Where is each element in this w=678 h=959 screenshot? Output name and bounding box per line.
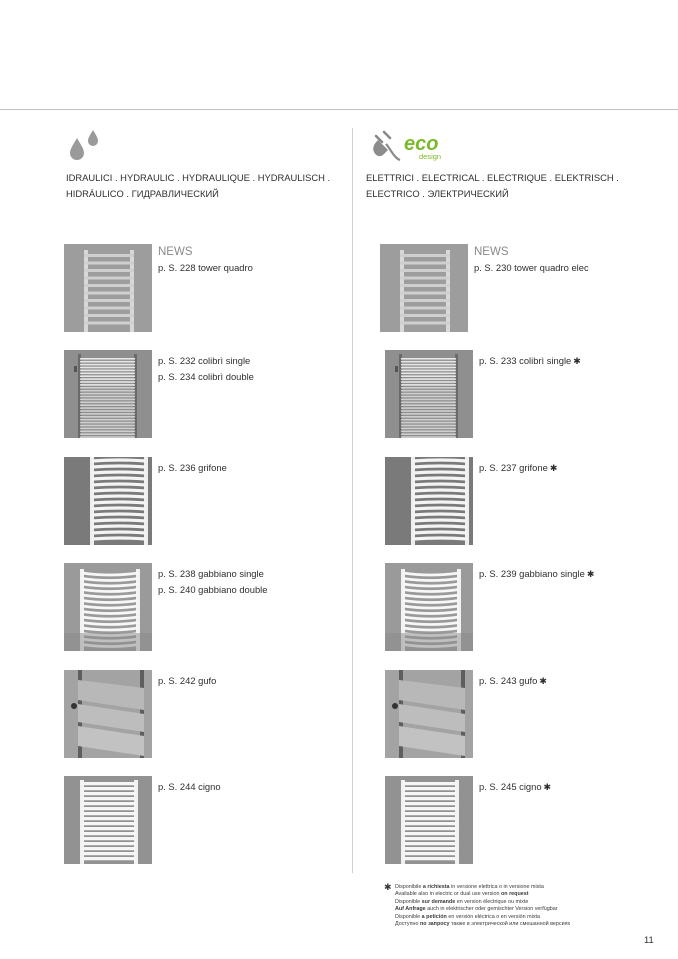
hydraulic-heading-line-1: IDRAULICI . HYDRAULIC . HYDRAULIQUE . HYDRAULISCH . — [66, 172, 331, 183]
page-reference: p. S. 228 tower quadro — [158, 262, 253, 273]
footnote-line: Disponible a petición en versión eléctrica o en versión mixta — [395, 913, 541, 920]
hydraulic-product-label — [158, 779, 221, 795]
hydraulic-product-image-cigno — [64, 776, 152, 864]
hydraulic-heading — [66, 170, 330, 202]
page-reference: p. S. 234 colibrì double — [158, 371, 254, 382]
page-reference: p. S. 233 colibrì single ✱ — [479, 355, 581, 366]
page-reference: p. S. 238 gabbiano single — [158, 568, 264, 579]
footnote-line: Disponible sur demande en version électrique ou mixte — [395, 898, 529, 905]
news-tag: NEWS — [474, 246, 509, 258]
page-reference: p. S. 242 gufo — [158, 675, 217, 686]
electrical-product-image-tower — [380, 244, 468, 332]
electrical-product-label — [474, 244, 589, 276]
asterisk-icon: ✱ — [549, 463, 558, 473]
footnote-line: Auf Anfrage auch in elektrischer oder gemischter Version verfügbar — [395, 906, 558, 913]
page-reference: p. S. 245 cigno ✱ — [479, 781, 552, 792]
electrical-product-image-cigno — [385, 776, 473, 864]
hydraulic-product-image-tower — [64, 244, 152, 332]
asterisk-icon: ✱ — [384, 882, 392, 892]
electrical-product-label — [479, 460, 557, 476]
electrical-product-label — [479, 779, 551, 795]
hydraulic-product-label — [158, 244, 253, 276]
eco-logo-sub: design — [419, 152, 442, 161]
electrical-product-label — [479, 566, 594, 582]
page-reference: p. S. 243 gufo ✱ — [479, 675, 547, 686]
hydraulic-product-label — [158, 566, 267, 598]
top-divider — [0, 109, 678, 110]
electrical-heading-line-1: ELETTRICI . ELECTRICAL . ELECTRIQUE . ELEKTRISCH . — [366, 172, 619, 183]
electrical-product-image-colibri — [385, 350, 473, 438]
electrical-product-image-gabbiano — [385, 563, 473, 651]
footnote-line: Disponibile a richiesta in versione elettrica o in versione mista — [395, 884, 544, 890]
electrical-heading-line-2: ELECTRICO . ЭЛЕКТРИЧЕСКИЙ — [366, 188, 509, 199]
eco-design-logo — [372, 128, 472, 162]
hydraulic-product-image-gabbiano — [64, 563, 152, 651]
hydraulic-product-image-grifone — [64, 457, 152, 545]
water-drops-icon — [68, 128, 104, 162]
page-reference: p. S. 240 gabbiano double — [158, 584, 268, 595]
page-reference: p. S. 244 cigno — [158, 781, 221, 792]
asterisk-icon: ✱ — [573, 356, 581, 366]
news-tag: NEWS — [158, 246, 193, 258]
page-reference: p. S. 236 grifone — [158, 462, 227, 473]
footnote-line: Available also in electric or dual use version on request — [395, 891, 529, 898]
asterisk-icon: ✱ — [539, 676, 547, 686]
electrical-heading — [366, 170, 619, 202]
hydraulic-product-label — [158, 353, 254, 385]
electrical-product-image-gufo — [385, 670, 473, 758]
page-reference: p. S. 237 grifone ✱ — [479, 462, 558, 473]
hydraulic-heading-line-2: HIDRÁULICO . ГИДРАВЛИЧЕСКИЙ — [66, 188, 219, 199]
column-divider — [352, 128, 353, 873]
availability-footnote — [385, 884, 570, 928]
page-number: 11 — [644, 934, 654, 945]
hydraulic-product-label — [158, 460, 227, 476]
asterisk-icon: ✱ — [586, 569, 595, 579]
hydraulic-product-label — [158, 673, 216, 689]
asterisk-icon: ✱ — [543, 782, 552, 792]
page-reference: p. S. 230 tower quadro elec — [474, 262, 589, 273]
hydraulic-product-image-gufo — [64, 670, 152, 758]
hydraulic-product-image-colibri — [64, 350, 152, 438]
footnote-line: Доступно по запросу также в электрической или смешанной версиях — [395, 921, 571, 928]
electrical-product-label — [479, 353, 581, 369]
electrical-product-image-grifone — [385, 457, 473, 545]
page-reference: p. S. 239 gabbiano single ✱ — [479, 568, 595, 579]
page-reference: p. S. 232 colibrì single — [158, 355, 251, 366]
eco-logo-word: eco — [404, 133, 439, 155]
electrical-product-label — [479, 673, 547, 689]
